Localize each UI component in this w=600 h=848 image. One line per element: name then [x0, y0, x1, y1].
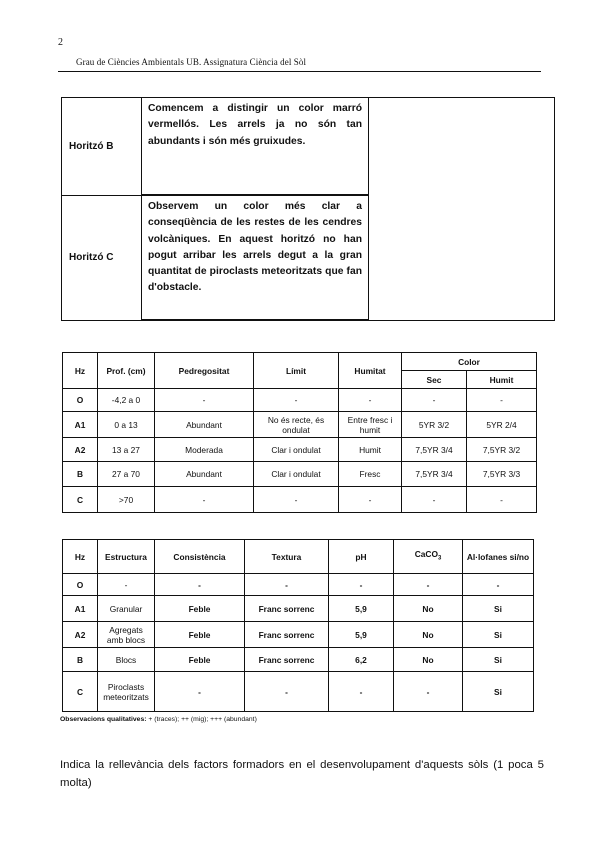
col-consistencia: Consistència [155, 540, 245, 574]
cell: Franc sorrenc [245, 648, 329, 672]
cell: - [155, 487, 254, 513]
horizon-description: Comencem a distingir un color marró vermellós. Les arrels ja no són tan abundants i són més gruixudes. [142, 98, 369, 196]
cell: 5,9 [329, 596, 394, 622]
table-row [63, 672, 534, 712]
cell: Fresc [339, 462, 402, 487]
cell: - [254, 487, 339, 513]
cell: Si [463, 648, 534, 672]
observations-note [60, 716, 257, 723]
cell: - [394, 574, 463, 596]
horizon-name: Horitzó B [62, 98, 142, 196]
cell: Franc sorrenc [245, 622, 329, 648]
cell: Moderada [155, 438, 254, 462]
table-row [63, 596, 534, 622]
col-ph: pH [329, 540, 394, 574]
cell: 5YR 3/2 [402, 412, 467, 438]
table-row [63, 574, 534, 596]
cell: Blocs [98, 648, 155, 672]
col-prof: Prof. (cm) [98, 353, 155, 389]
cell: Si [463, 672, 534, 712]
soil-properties-table [62, 352, 537, 513]
cell: - [467, 389, 537, 412]
cell: - [329, 672, 394, 712]
cell: Humit [339, 438, 402, 462]
horizon-description: Observem un color més clar a conseqüència de les restes de les cendres volcàniques. En aquest horitzó no han pogut arribar les arrels degut a la gran quantitat de piroclasts meteoritzats que fan d'obstacle. [142, 195, 369, 320]
horizons-table [61, 97, 555, 321]
running-header: Grau de Ciències Ambientals UB. Assignatura Ciència del Sòl [76, 57, 307, 67]
horizon-photo-cell [369, 98, 555, 321]
cell: - [402, 487, 467, 513]
col-humitat: Humitat [339, 353, 402, 389]
cell: - [394, 672, 463, 712]
cell: No és recte, és ondulat [254, 412, 339, 438]
cell-hz: B [63, 462, 98, 487]
cell: Feble [155, 622, 245, 648]
cell: 7,5YR 3/4 [402, 462, 467, 487]
cell: Franc sorrenc [245, 596, 329, 622]
col-hz: Hz [63, 540, 98, 574]
table-row [63, 389, 537, 412]
col-estructura: Estructura [98, 540, 155, 574]
cell: - [467, 487, 537, 513]
cell: Piroclasts meteoritzats [98, 672, 155, 712]
cell: - [339, 389, 402, 412]
cell: Abundant [155, 462, 254, 487]
table-row [63, 462, 537, 487]
cell: No [394, 648, 463, 672]
cell: - [155, 672, 245, 712]
horizon-row-b [62, 98, 555, 196]
cell: 13 a 27 [98, 438, 155, 462]
col-allofanes: Al·lofanes si/no [463, 540, 534, 574]
cell: - [339, 487, 402, 513]
cell-hz: C [63, 672, 98, 712]
cell: 7,5YR 3/4 [402, 438, 467, 462]
cell: No [394, 622, 463, 648]
table-row [63, 412, 537, 438]
col-textura: Textura [245, 540, 329, 574]
table-row [63, 648, 534, 672]
cell: -4,2 a 0 [98, 389, 155, 412]
cell: - [463, 574, 534, 596]
col-pedregositat: Pedregositat [155, 353, 254, 389]
cell: Abundant [155, 412, 254, 438]
col-humit: Humit [467, 371, 537, 389]
table-row [63, 622, 534, 648]
cell: Feble [155, 596, 245, 622]
cell: - [245, 672, 329, 712]
cell: No [394, 596, 463, 622]
cell: - [254, 389, 339, 412]
cell: - [402, 389, 467, 412]
cell: - [155, 389, 254, 412]
cell: 7,5YR 3/3 [467, 462, 537, 487]
cell-hz: O [63, 574, 98, 596]
col-hz: Hz [63, 353, 98, 389]
cell: Clar i ondulat [254, 438, 339, 462]
cell: - [155, 574, 245, 596]
cell: - [329, 574, 394, 596]
col-sec: Sec [402, 371, 467, 389]
cell: Agregats amb blocs [98, 622, 155, 648]
cell: Clar i ondulat [254, 462, 339, 487]
cell: Granular [98, 596, 155, 622]
caco3-subscript: 3 [437, 555, 442, 562]
col-caco3 [394, 540, 463, 574]
cell: Entre fresc i humit [339, 412, 402, 438]
header-rule [58, 71, 541, 72]
soil-chemistry-table [62, 539, 534, 712]
caco3-label: CaCO [414, 549, 438, 560]
page-number: 2 [58, 37, 63, 48]
question-text: Indica la rellevància dels factors formadors en el desenvolupament d'aquests sòls (1 poca 5 molta) [60, 759, 544, 789]
cell: Si [463, 596, 534, 622]
cell-hz: A1 [63, 412, 98, 438]
cell-hz: O [63, 389, 98, 412]
cell: 5YR 2/4 [467, 412, 537, 438]
cell-hz: A2 [63, 622, 98, 648]
cell-hz: A1 [63, 596, 98, 622]
cell-hz: B [63, 648, 98, 672]
table-row [63, 438, 537, 462]
cell: - [245, 574, 329, 596]
col-limit: Límit [254, 353, 339, 389]
table-header-row [63, 540, 534, 574]
table-header-row [63, 353, 537, 371]
cell: 27 a 70 [98, 462, 155, 487]
table-row [63, 487, 537, 513]
cell-hz: C [63, 487, 98, 513]
cell: 7,5YR 3/2 [467, 438, 537, 462]
horizon-name: Horitzó C [62, 195, 142, 320]
col-color: Color [402, 353, 537, 371]
cell: 6,2 [329, 648, 394, 672]
cell: 5,9 [329, 622, 394, 648]
cell-hz: A2 [63, 438, 98, 462]
cell: - [98, 574, 155, 596]
cell: Si [463, 622, 534, 648]
observations-label: Observacions qualitatives: [60, 716, 147, 723]
cell: >70 [98, 487, 155, 513]
cell: Feble [155, 648, 245, 672]
cell: 0 a 13 [98, 412, 155, 438]
observations-text: + (traces); ++ (mig); +++ (abundant) [148, 716, 257, 723]
